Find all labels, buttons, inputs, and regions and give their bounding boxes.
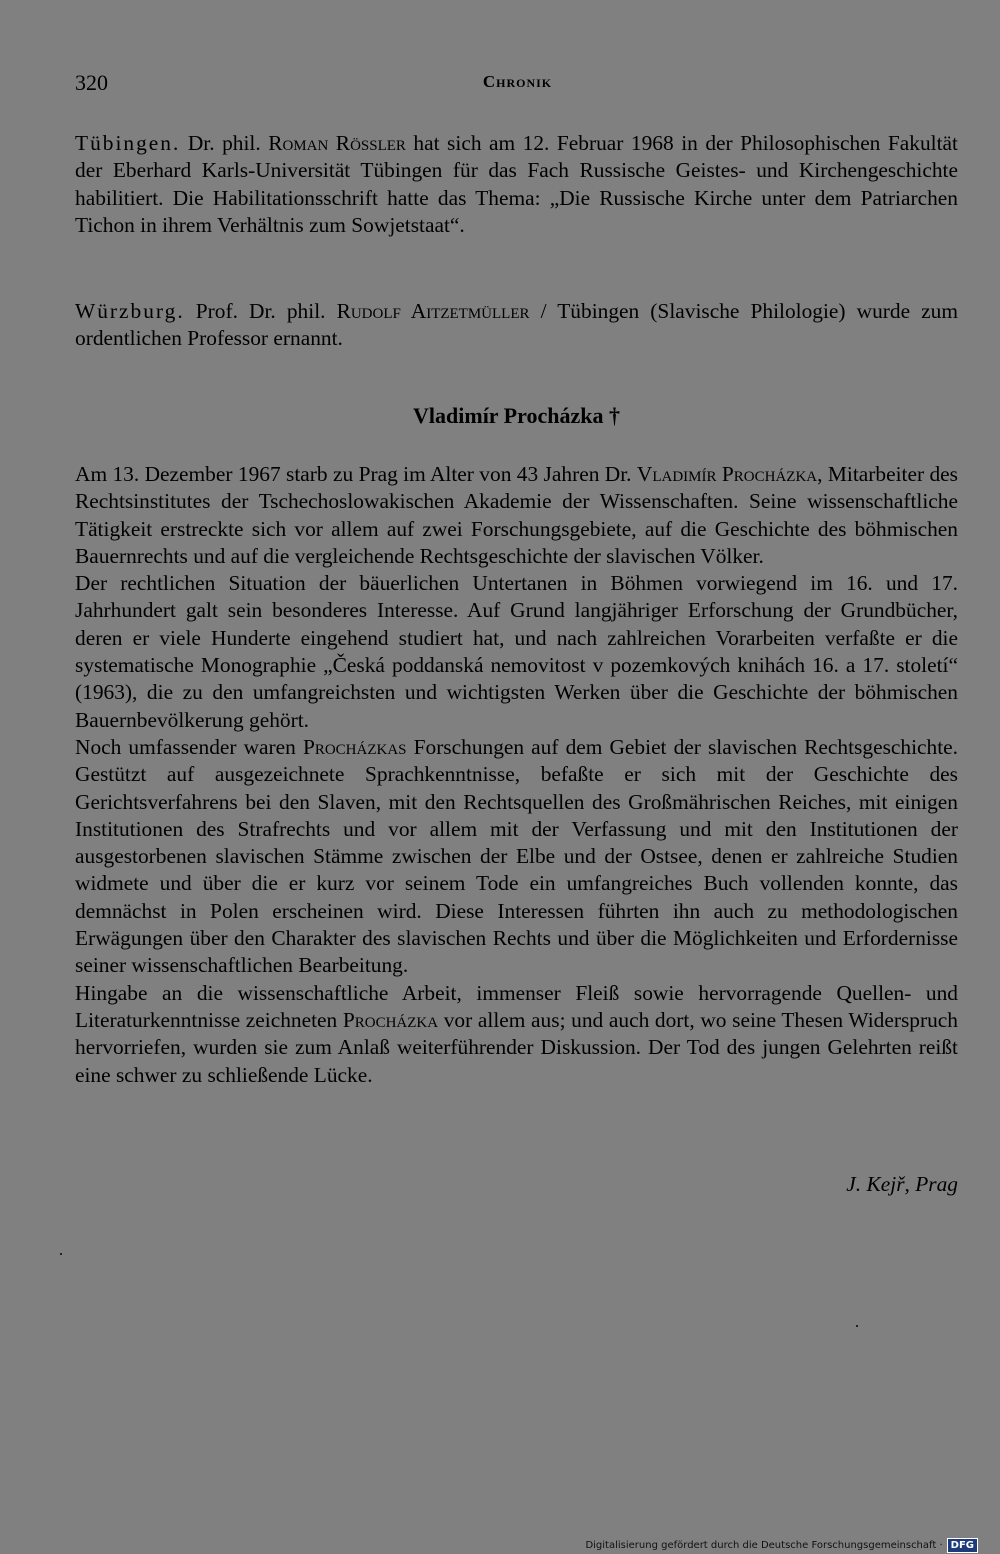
running-title: Chronik — [482, 72, 553, 91]
place-name: Würzburg. — [75, 299, 185, 323]
obituary-paragraph-2: Der rechtlichen Situation der bäuerlichen Untertanen in Böhmen vorwiegend im 16. und 17. Jahrhundert galt sein besonderes Interesse. Auf Grund langjähriger Erforschung der Grundbücher, deren er viele Hunderte eingehend studiert hat, und nach zahlreichen Vorarbeiten verfaßte er die systematische Monographie „Česká poddanská nemovitost v pozemkových knihách 16. a 17. století“ (1963), die zu den umfangreichsten und wichtigsten Werken über die Geschichte der böhmischen Bauernbevölkerung gehört. — [75, 571, 958, 732]
person-name: Roman Rössler — [268, 131, 406, 155]
scan-speck — [60, 1253, 62, 1255]
dfg-logo: DFG — [947, 1538, 978, 1553]
tuebingen-paragraph: Tübingen. Dr. phil. Roman Rössler hat sich am 12. Februar 1968 in der Philosophischen Fakultät der Eberhard Karls-Universität Tübingen für das Fach Russische Geistes- und Kirchengeschichte habilitiert. Die Habilitationsschrift hatte das Thema: „Die Russische Kirche unter dem Patriarchen Tichon in ihrem Verhältnis zum Sowjetstaat“. — [75, 131, 958, 237]
wuerzburg-paragraph: Würzburg. Prof. Dr. phil. Rudolf Aitzetmüller / Tübingen (Slavische Philologie) wurde zum ordentlichen Professor ernannt. — [75, 299, 958, 351]
scan-speck — [856, 1325, 858, 1327]
news-item-tuebingen — [75, 130, 958, 239]
person-name: Vladimír Procházka — [636, 462, 818, 486]
running-header — [75, 70, 960, 104]
obituary-paragraph-1: Am 13. Dezember 1967 starb zu Prag im Alter von 43 Jahren Dr. Vladimír Procházka, Mitarbeiter des Rechtsinstitutes der Tschechoslowakischen Akademie der Wissenschaften. Seine wissenschaftliche Tätigkeit erstreckte sich vor allem auf zwei Forschungsgebiete, auf die Geschichte des böhmischen Bauernrechts und auf die vergleichende Rechtsgeschichte der slavischen Völker. — [75, 462, 958, 568]
person-name: Procházkas — [302, 734, 407, 759]
obituary-paragraph-4: Hingabe an die wissenschaftliche Arbeit, immenser Fleiß sowie hervorragende Quellen- und Literaturkenntnisse zeichneten Procházka vor allem aus; und auch dort, wo seine Thesen Widerspruch hervorriefen, wurden sie zum Anlaß weiterführender Diskussion. Der Tod des jungen Gelehrten reißt eine schwer zu schließende Lücke. — [75, 980, 958, 1087]
author-signature: J. Kejř, Prag — [846, 1172, 958, 1196]
person-name: Procházka — [342, 1007, 439, 1032]
person-name: Rudolf Aitzetmüller — [336, 299, 530, 323]
digitization-footer — [585, 1537, 978, 1553]
page-number: 320 — [75, 70, 108, 95]
obituary-body — [75, 461, 958, 1089]
place-name: Tübingen. — [75, 131, 181, 155]
obituary-paragraph-3: Noch umfassender waren Procházkas Forschungen auf dem Gebiet der slavischen Rechtsgeschichte. Gestützt auf ausgezeichnete Sprachkenntnisse, befaßte er sich mit der Geschichte des Gerichtsverfahrens bei den Slaven, mit den Rechtsquellen des Großmährischen Reiches, mit einigen Institutionen des Strafrechts und vor allem mit der Verfassung und mit den Institutionen der ausgestorbenen slavischen Stämme zwischen der Elbe und der Ostsee, denen er zahlreiche Studien widmete und über die er kurz vor seinem Tode ein umfangreiches Buch vollenden konnte, das demnächst in Polen erscheinen wird. Diese Interessen führten ihn auch zu methodologischen Erwägungen über den Charakter des slavischen Rechts und über die Möglichkeiten und Erfordernisse seiner wissenschaftlichen Bearbeitung. — [75, 734, 958, 978]
digitization-credit: Digitalisierung gefördert durch die Deutsche Forschungsgemeinschaft · — [585, 1539, 943, 1551]
obituary-title: Vladimír Procházka † — [413, 403, 620, 428]
news-item-wuerzburg — [75, 298, 958, 353]
